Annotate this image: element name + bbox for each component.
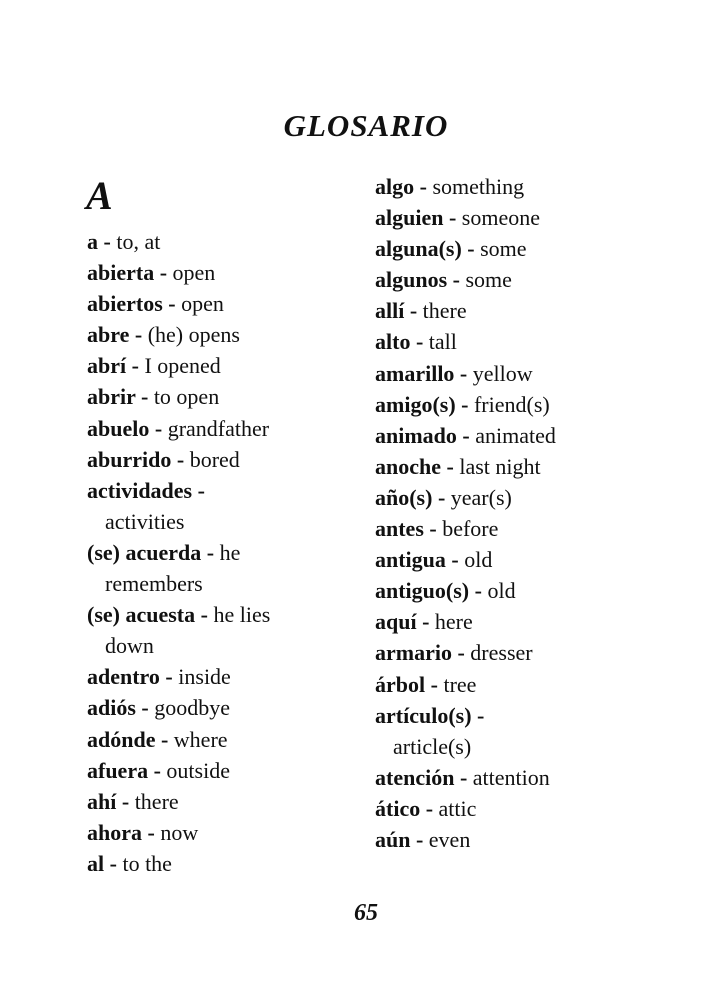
glossary-term: abre - <box>87 322 143 348</box>
glossary-definition: yellow <box>472 360 533 386</box>
glossary-definition: bored <box>189 446 240 472</box>
glossary-entry <box>375 420 625 451</box>
glossary-term: artículo(s) - <box>375 702 485 728</box>
glossary-entry <box>87 848 337 879</box>
glossary-entry <box>87 444 337 475</box>
glossary-term: (se) acuerda - <box>87 539 215 565</box>
glossary-term: anoche - <box>375 453 454 479</box>
glossary-entry <box>375 233 625 264</box>
glossary-term: amarillo - <box>375 360 468 386</box>
glossary-definition: now <box>160 819 199 845</box>
glossary-definition: attic <box>438 795 477 821</box>
glossary-entry <box>87 724 337 755</box>
glossary-entry <box>87 226 337 257</box>
glossary-term: aburrido - <box>87 446 185 472</box>
glossary-term: animado - <box>375 422 470 448</box>
glossary-definition: grandfather <box>167 415 270 441</box>
glossary-term: a - <box>87 229 111 254</box>
glossary-definition-continued: remembers <box>105 571 203 597</box>
glossary-term: actividades - <box>87 477 205 503</box>
glossary-entry <box>375 358 625 389</box>
glossary-entry <box>375 389 625 420</box>
glossary-definition: he <box>219 539 241 565</box>
glossary-definition-continued: activities <box>105 508 185 534</box>
glossary-column-left <box>87 226 337 879</box>
glossary-term: ahora - <box>87 819 155 845</box>
glossary-term: adónde - <box>87 726 169 752</box>
glossary-entry <box>87 350 337 381</box>
glossary-definition: tall <box>428 329 457 355</box>
glossary-entry <box>375 482 625 513</box>
glossary-entry <box>375 700 625 731</box>
glossary-definition: old <box>464 547 493 573</box>
glossary-entry <box>375 637 625 668</box>
glossary-entry <box>87 288 337 319</box>
glossary-column-right <box>375 171 625 855</box>
glossary-definition: where <box>173 726 228 752</box>
glossary-definition: something <box>432 174 525 199</box>
glossary-definition: old <box>487 578 516 604</box>
glossary-term: antigua - <box>375 547 459 573</box>
glossary-entry <box>87 413 337 444</box>
glossary-entry <box>87 692 337 723</box>
glossary-definition: inside <box>178 664 231 690</box>
glossary-definition: open <box>172 260 216 286</box>
glossary-term: alguna(s) - <box>375 236 475 262</box>
glossary-definition-continued: article(s) <box>393 733 472 759</box>
glossary-entry <box>375 606 625 637</box>
glossary-term: algo - <box>375 174 427 199</box>
glossary-term: aquí - <box>375 609 430 635</box>
glossary-definition: to, at <box>116 229 161 254</box>
glossary-term: abiertos - <box>87 291 176 317</box>
glossary-entry <box>87 381 337 412</box>
glossary-entry <box>87 817 337 848</box>
page-number: 65 <box>354 900 378 926</box>
glossary-definition: even <box>428 826 471 852</box>
glossary-definition: open <box>181 291 224 317</box>
glossary-term: atención - <box>375 764 468 790</box>
glossary-term: año(s) - <box>375 484 446 510</box>
glossary-term: alguien - <box>375 205 457 231</box>
glossary-definition: tree <box>443 671 477 697</box>
glossary-entry <box>375 575 625 606</box>
glossary-definition: someone <box>461 205 540 231</box>
glossary-entry <box>87 257 337 288</box>
glossary-term: antes - <box>375 516 437 542</box>
glossary-term: ático - <box>375 795 434 821</box>
glossary-definition: last night <box>459 453 541 479</box>
glossary-entry <box>375 824 625 855</box>
glossary-definition-continued: down <box>105 633 154 659</box>
glossary-definition: animated <box>475 422 556 448</box>
glossary-entry <box>375 793 625 824</box>
glossary-entry <box>87 661 337 692</box>
glossary-term: alto - <box>375 329 424 355</box>
glossary-term: árbol - <box>375 671 438 697</box>
glossary-term: armario - <box>375 640 465 666</box>
glossary-term: aún - <box>375 826 424 852</box>
glossary-definition: to the <box>122 850 172 876</box>
glossary-entry <box>375 669 625 700</box>
glossary-entry <box>375 171 625 202</box>
glossary-term: al - <box>87 850 117 876</box>
glossary-term: adentro - <box>87 664 173 690</box>
glossary-entry <box>87 537 337 568</box>
glossary-entry <box>87 475 337 506</box>
glossary-entry <box>375 513 625 544</box>
glossary-definition: dresser <box>470 640 533 666</box>
glossary-term: antiguo(s) - <box>375 578 482 604</box>
glossary-definition: here <box>434 609 473 635</box>
glossary-definition: before <box>442 516 499 542</box>
glossary-entry <box>87 599 337 630</box>
glossary-term: amigo(s) - <box>375 391 469 417</box>
glossary-term: abrí - <box>87 353 139 379</box>
glossary-definition: he lies <box>213 602 271 628</box>
glossary-term: algunos - <box>375 267 460 293</box>
glossary-entry <box>87 319 337 350</box>
glossary-definition: I opened <box>144 353 221 379</box>
glossary-definition: there <box>422 298 467 324</box>
page-title: GLOSARIO <box>283 108 449 143</box>
glossary-term: afuera - <box>87 757 161 783</box>
glossary-definition: to open <box>153 384 220 410</box>
glossary-definition: outside <box>166 757 230 783</box>
glossary-entry <box>375 326 625 357</box>
glossary-term: (se) acuesta - <box>87 602 208 628</box>
glossary-term: allí - <box>375 298 418 324</box>
glossary-term: abuelo - <box>87 415 163 441</box>
glossary-term: abierta - <box>87 260 168 286</box>
glossary-definition: year(s) <box>450 484 512 510</box>
glossary-entry <box>375 544 625 575</box>
glossary-entry <box>375 451 625 482</box>
glossary-entry <box>87 786 337 817</box>
glossary-definition: (he) opens <box>147 322 240 348</box>
glossary-term: adiós - <box>87 695 149 721</box>
glossary-definition: attention <box>472 764 550 790</box>
glossary-term: ahí - <box>87 788 130 814</box>
glossary-definition: some <box>480 236 527 262</box>
glossary-definition: there <box>134 788 179 814</box>
glossary-entry <box>375 264 625 295</box>
glossary-definition: friend(s) <box>473 391 550 417</box>
glossary-entry <box>375 762 625 793</box>
glossary-definition: goodbye <box>154 695 231 721</box>
section-letter: A <box>86 173 113 218</box>
glossary-entry <box>375 202 625 233</box>
glossary-entry <box>87 755 337 786</box>
glossary-entry <box>375 295 625 326</box>
glossary-definition: some <box>465 267 512 293</box>
glossary-term: abrir - <box>87 384 149 410</box>
